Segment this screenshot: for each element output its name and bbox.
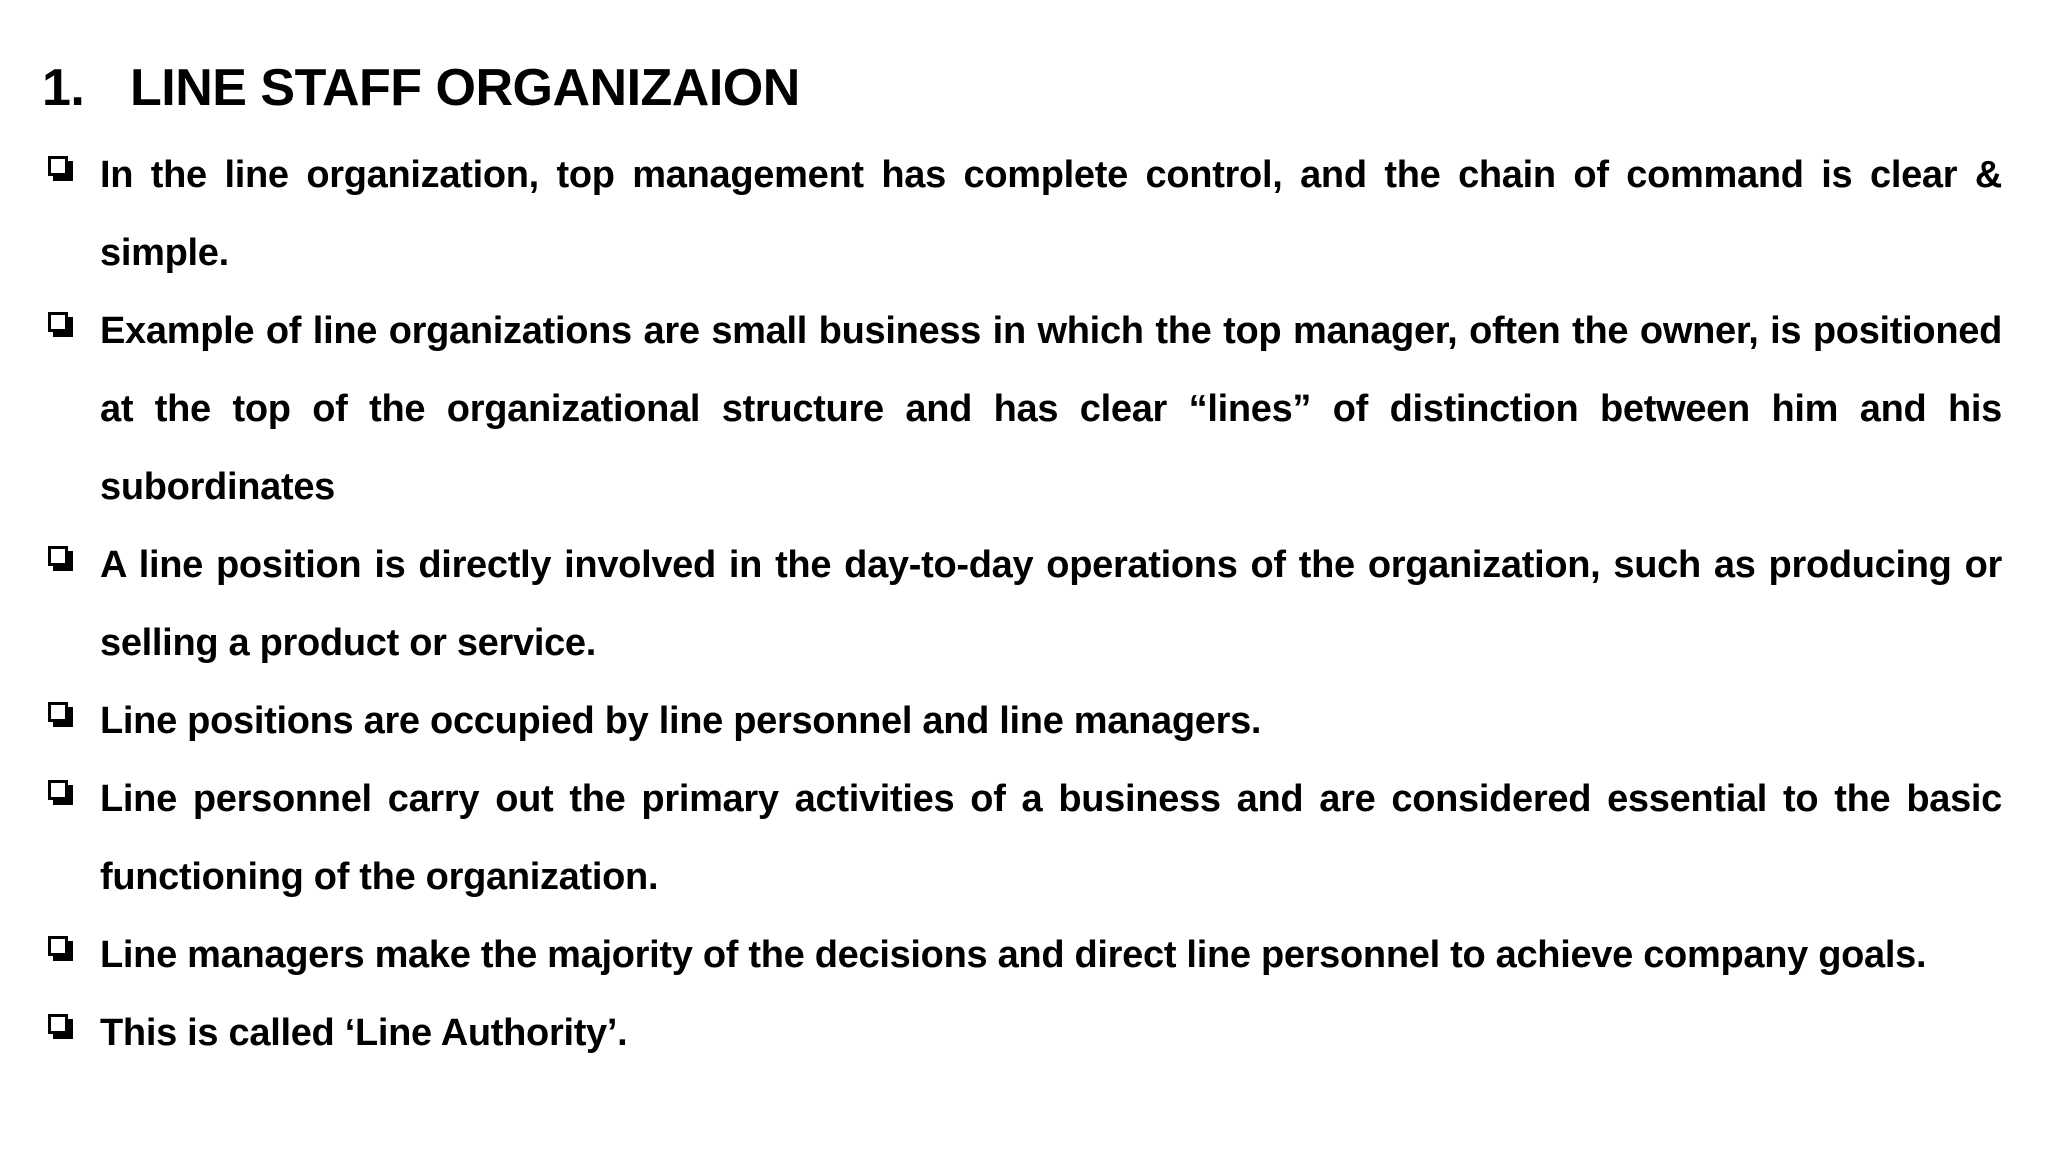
checkbox-bullet-icon [42, 760, 100, 838]
bullet-item [42, 994, 2002, 1072]
bullet-text: Example of line organizations are small business in which the top manager, often the owner, is positioned at the top of the organizational structure and has clear “lines” of distinction between him and his subordinates [100, 310, 2002, 508]
bullet-text: Line positions are occupied by line personnel and line managers. [100, 700, 1262, 742]
bullet-text: In the line organization, top management has complete control, and the chain of command is clear & simple. [100, 154, 2002, 274]
bullet-text: This is called ‘Line Authority’. [100, 1012, 628, 1054]
bullet-item [42, 526, 2002, 682]
checkbox-bullet-icon [42, 682, 100, 760]
bullet-list [42, 136, 2002, 1072]
checkbox-bullet-icon [42, 136, 100, 214]
checkbox-bullet-icon [42, 994, 100, 1072]
title-number: 1. [42, 59, 85, 117]
bullet-item [42, 916, 2002, 994]
title-text: LINE STAFF ORGANIZAION [130, 59, 800, 117]
bullet-item [42, 760, 2002, 916]
bullet-text: Line managers make the majority of the decisions and direct line personnel to achieve company goals. [100, 934, 1927, 976]
bullet-item [42, 136, 2002, 292]
checkbox-bullet-icon [42, 916, 100, 994]
bullet-item [42, 292, 2002, 526]
checkbox-bullet-icon [42, 526, 100, 604]
bullet-text: A line position is directly involved in the day-to-day operations of the organization, such as producing or selling a product or service. [100, 544, 2002, 664]
slide-title [42, 52, 800, 124]
checkbox-bullet-icon [42, 292, 100, 370]
bullet-item [42, 682, 2002, 760]
bullet-text: Line personnel carry out the primary activities of a business and are considered essential to the basic functioning of the organization. [100, 778, 2002, 898]
